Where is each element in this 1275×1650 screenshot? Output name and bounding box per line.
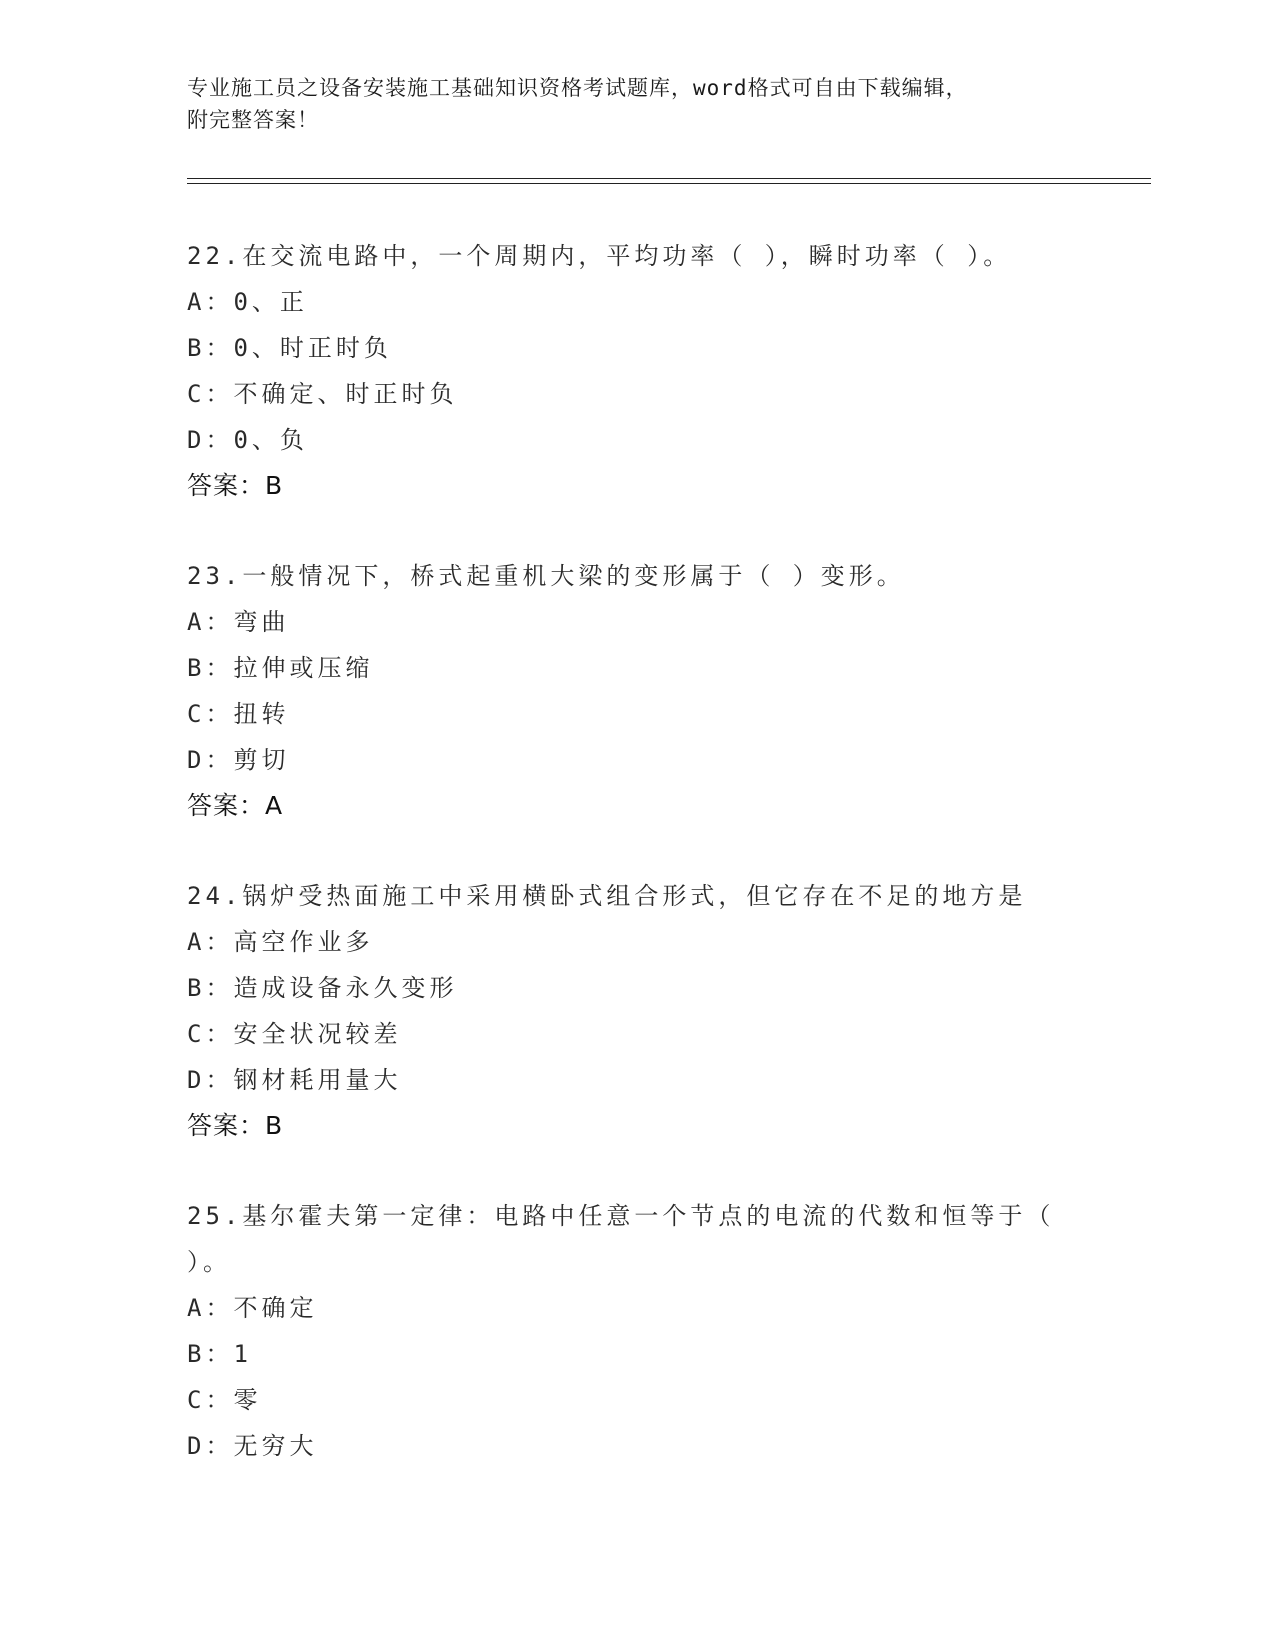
option-d: D：0、负 bbox=[187, 426, 308, 454]
header-divider-top bbox=[187, 178, 1151, 179]
option-c: C：不确定、时正时负 bbox=[187, 380, 458, 408]
answer: 答案：B bbox=[187, 1111, 284, 1140]
document-header bbox=[187, 72, 1087, 136]
question-22 bbox=[187, 233, 1107, 509]
option-c: C：零 bbox=[187, 1386, 262, 1414]
option-c: C：扭转 bbox=[187, 700, 290, 728]
option-d: D：剪切 bbox=[187, 746, 290, 774]
question-stem: 24.锅炉受热面施工中采用横卧式组合形式，但它存在不足的地方是 bbox=[187, 882, 1027, 910]
option-c: C：安全状况较差 bbox=[187, 1020, 402, 1048]
question-stem: 22.在交流电路中，一个周期内，平均功率（ ），瞬时功率（ ）。 bbox=[187, 242, 1012, 270]
option-a: A：不确定 bbox=[187, 1294, 318, 1322]
header-line-2: 附完整答案！ bbox=[187, 108, 319, 132]
option-b: B：1 bbox=[187, 1340, 252, 1368]
header-line-1: 专业施工员之设备安装施工基础知识资格考试题库，word格式可自由下载编辑， bbox=[187, 76, 968, 100]
question-24 bbox=[187, 873, 1107, 1149]
option-b: B：0、时正时负 bbox=[187, 334, 392, 362]
option-a: A：弯曲 bbox=[187, 608, 290, 636]
question-25 bbox=[187, 1193, 1107, 1469]
option-d: D：无穷大 bbox=[187, 1432, 318, 1460]
header-divider-bottom bbox=[187, 183, 1151, 184]
option-d: D：钢材耗用量大 bbox=[187, 1066, 402, 1094]
option-a: A：高空作业多 bbox=[187, 928, 374, 956]
option-b: B：造成设备永久变形 bbox=[187, 974, 458, 1002]
option-a: A：0、正 bbox=[187, 288, 308, 316]
option-b: B：拉伸或压缩 bbox=[187, 654, 374, 682]
question-stem: 23.一般情况下，桥式起重机大梁的变形属于（ ）变形。 bbox=[187, 562, 905, 590]
question-stem: 25.基尔霍夫第一定律：电路中任意一个节点的电流的代数和恒等于（ ）。 bbox=[187, 1202, 1055, 1276]
answer: 答案：B bbox=[187, 471, 284, 500]
question-23 bbox=[187, 553, 1107, 829]
answer: 答案：A bbox=[187, 791, 284, 820]
